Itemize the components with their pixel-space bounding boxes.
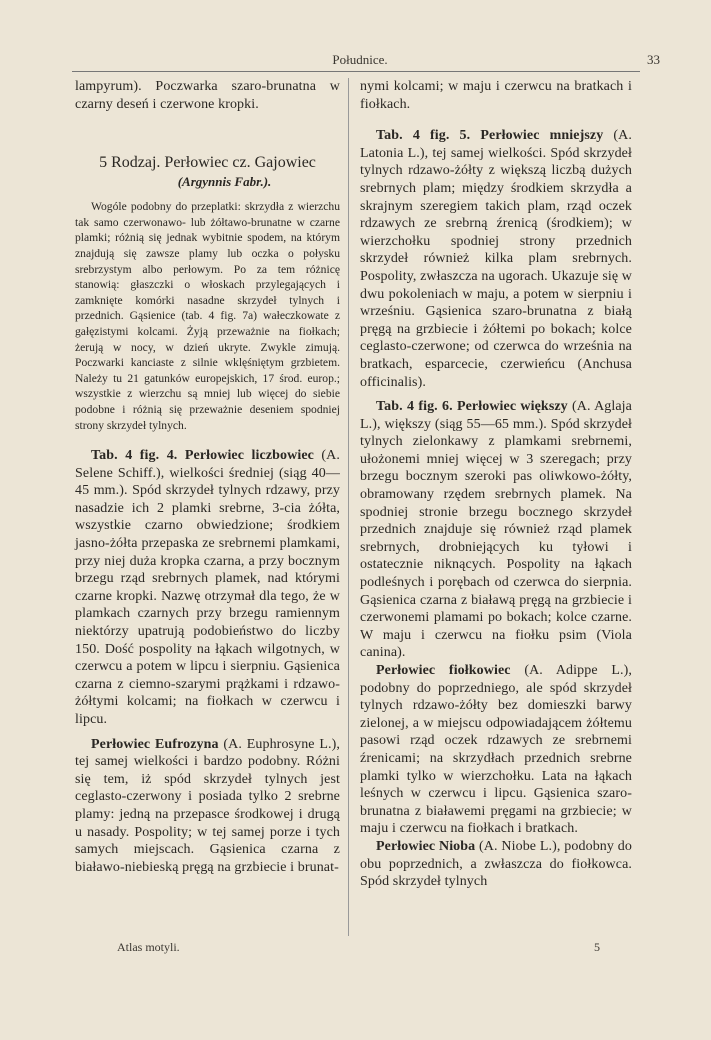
species-niobe-text: (A. Niobe L.), podobny do obu poprzednich, a zwłaszcza do fiołkowca. Spód skrzydeł tylnych — [360, 838, 632, 890]
genus-heading: 5 Rodzaj. Perłowiec cz. Gajowiec — [99, 154, 316, 172]
right-column — [360, 78, 632, 891]
footer-sheet-number: 5 — [594, 940, 600, 954]
species-niobe — [360, 838, 632, 891]
species-aglaja — [360, 398, 632, 662]
species-aglaja-text: (A. Aglaja L.), większy (siąg 55—65 mm.). Spód skrzydeł tylnych zielonkawy z plamkami srebrnemi, ułożonemi mniej więcej w 3 szeregach; przy brzegu bocznym szeroki pas oliwkowo-żółty, obramowany rzędem srebrnych plamek. Na spodniej stronie brzegu bocznego skrzydeł przednich znajduje się również rząd plamek srebrnych, drobniejących ku tyłowi i ostatecznie niknących. Pospolity na łąkach podleśnych i porębach od czerwca do sierpnia. Gąsienica czarna z białawą pręgą na grzbiecie i czerwonemi plamami po bokach; kolce czarne. W maju i czerwcu na fiołku psim (Viola canina). — [360, 399, 632, 661]
species-latonia-text: (A. Latonia L.), tej samej wielkości. Spód skrzydeł tylnych rdzawo-żółty z większą liczbą dużych srebrnych plam; między środkiem skrzydła a skrajnym szeregiem takich plam, rząd oczek rdzawych ze srebrną źrenicą (środkiem); w wierzchołku spodniej strony przednich skrzydeł również kilka plam srebrnych. Pospolity, zwłaszcza na ugorach. Ukazuje się w dwu pokoleniach w maju, a potem w sierpniu i wrześniu. Gąsienica szaro-brunatna z białą pręgą na grzbiecie i żółtemi po bokach; kolce ceglasto-czerwone; od czerwca do września na bratkach, esparcecie, czerwieńcu (Anchusa officinalis). — [360, 128, 632, 390]
footer-signature: Atlas motyli. — [117, 940, 180, 954]
species-euphrosyne — [75, 736, 340, 877]
genus-description: Wogóle podobny do przeplatki: skrzydła z wierzchu tak samo czerwonawo- lub żółtawo-brunatne w czarne plamki; różnią się jednak wybitnie spodem, na którym znajdują się zawsze plamy lub oczka o połysku srebrzystym albo perłowym. Po za tem różnicę stanowią: głaszczki o włoskach przylegających i zamknięte komórki nasadne skrzydeł tylnych i przednich. Gąsienice (tab. 4 fig. 7a) wałeczkowate z gałęzistymi kolcami. Żyją przeważnie na fiołkach; żerują w nocy, w dzień ukryte. Zwykle zimują. Poczwarki kanciaste z silnie wklęśniętym grzbietem. Należy tu 21 gatunków europejskich, 17 środ. europ.; wszystkie z wierzchu są mniej lub więcej do siebie podobne i różnią się przeważnie deseniem spodniej strony skrzydeł tylnych. — [75, 200, 340, 432]
species-euphrosyne-lead: Perłowiec Eufrozyna — [91, 736, 219, 752]
running-head — [60, 50, 660, 72]
species-latonia-lead: Tab. 4 fig. 5. Perłowiec mniejszy — [376, 128, 604, 144]
column-divider — [348, 78, 349, 936]
left-paragraph-continued: lampyrum). Poczwarka szaro-brunatna w czarny deseń i czerwone kropki. — [75, 79, 340, 112]
species-adippe-lead: Perłowiec fiołkowiec — [376, 663, 511, 678]
species-niobe-lead: Perłowiec Nioba — [376, 838, 476, 854]
species-selene-lead: Tab. 4 fig. 4. Perłowiec liczbowiec — [91, 448, 314, 464]
species-latonia — [360, 127, 632, 391]
genus-subheading: (Argynnis Fabr.). — [177, 174, 272, 190]
header-rule — [72, 71, 640, 72]
page-title: Południce. — [332, 52, 388, 67]
species-adippe-text: (A. Adippe L.), podobny do poprzedniego, ale spód skrzydeł tylnych rdzawo-żółty bez domieszki barwy zielonej, a w miejscu odpowiadającem żółtemu pasowi rząd oczek rdzawych ze srebrnemi źrenicami; na skrzydłach przednich srebrne plamki tylko w wierzchołku. Lata na łąkach leśnych w czerwcu i lipcu. Gąsienica szaro-brunatna z białawemi pręgami na grzbiecie; w maju i czerwcu na fiołkach i bratkach. — [360, 663, 633, 837]
species-euphrosyne-text: (A. Euphrosyne L.), tej samej wielkości i bardzo podobny. Różni się tem, iż spód skrzydeł tylnych jest ceglasto-czerwony i posiada tylko 2 srebrne plamy: jedną na przepasce środkowej i drugą u nasady. Pospolity; w tej samej porze i tych samych miejscach. Gąsienica czarna z białawo-niebieską pręgą na grzbiecie i brunat- — [75, 736, 340, 875]
left-column — [75, 78, 340, 876]
right-paragraph-continued: nymi kolcami; w maju i czerwcu na bratkach i fiołkach. — [360, 79, 632, 112]
species-adippe — [360, 662, 632, 838]
species-aglaja-lead: Tab. 4 fig. 6. Perłowiec większy — [376, 399, 568, 415]
species-selene-text: (A. Selene Schiff.), wielkości średniej (siąg 40—45 mm.). Spód skrzydeł tylnych rdzawy, przy nasadzie ich 2 plamki srebrne, 3-cia żółta, wszystkie czarno obwiedzione; środkiem jasno-żółta przepaska ze srebrnemi plamkami, przy niej duża kropka czarna, a przy bocznym brzegu rząd srebrnych plamek, nad którymi czarne kropki. Nazwę otrzymał dla tego, że w plamkach czarnych przy brzegu ramiennym niektórzy upatrują podobieństwo do liczby 150. Dość pospolity na łąkach wilgotnych, w czerwcu a potem w lipcu i sierpniu. Gąsienica czarna z ciemno-szarymi prążkami i rdzawo-żółtymi kolcami; na fiołkach w czerwcu i lipcu. — [75, 448, 340, 727]
page-number: 33 — [647, 52, 660, 67]
species-selene — [75, 447, 340, 729]
